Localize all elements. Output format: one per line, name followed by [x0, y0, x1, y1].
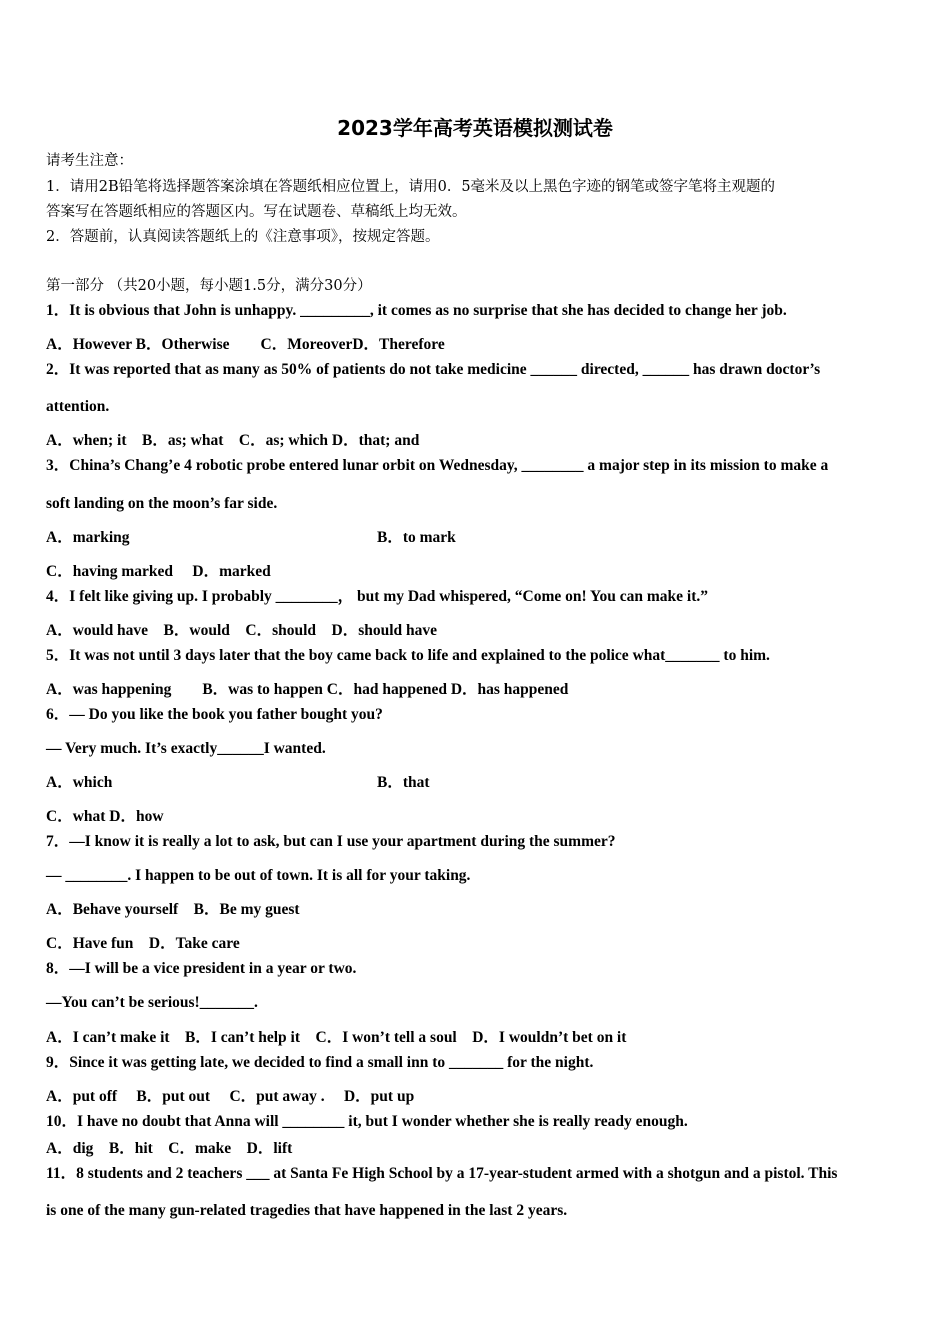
q3-stem-line2: soft landing on the moon’s far side. [46, 495, 278, 512]
section1-heading: 第一部分 （共20小题，每小题1.5分，满分30分） [46, 278, 372, 294]
notice-item1-line2: 答案写在答题纸相应的答题区内。写在试题卷、草稿纸上均无效。 [46, 204, 467, 220]
q6-options-ab [46, 773, 906, 793]
notice-heading: 请考生注意： [46, 153, 133, 169]
q4-stem: 4．I felt like giving up. I probably ________， but my Dad whispered, “Come on! You can make it.” [46, 588, 708, 605]
notice-item2: 2．答题前，认真阅读答题纸上的《注意事项》，按规定答题。 [46, 229, 440, 245]
q11-stem-line2: is one of the many gun-related tragedies that have happened in the last 2 years. [46, 1202, 568, 1219]
q9-options: A．put off B．put out C．put away . D．put up [46, 1088, 415, 1105]
q2-stem-line2: attention. [46, 398, 110, 415]
q10-stem: 10．I have no doubt that Anna will ________ it, but I wonder whether she is really ready enough. [46, 1113, 688, 1130]
q5-options: A．was happening B．was to happen C．had happened D．has happened [46, 681, 569, 698]
q3-option-b: B．to mark [377, 529, 456, 546]
q4-options: A．would have B．would C．should D．should have [46, 622, 438, 639]
q7-options-ab: A．Behave yourself B．Be my guest [46, 901, 300, 918]
q1-options: A．However B．Otherwise C．MoreoverD．Therefore [46, 336, 445, 353]
q2-options: A．when; it B．as; what C．as; which D．that; and [46, 432, 420, 449]
q8-stem-line2: —You can’t be serious!_______. [46, 994, 258, 1011]
notice-item1-line1: 1．请用2B铅笔将选择题答案涂填在答题纸相应位置上，请用0．5毫米及以上黑色字迹的钢笔或签字笔将主观题的 [46, 179, 776, 195]
q6-option-a: A．which [46, 774, 113, 791]
q7-stem-line2: — ________. I happen to be out of town. It is all for your taking. [46, 867, 471, 884]
q6-stem-line2: — Very much. It’s exactly______I wanted. [46, 740, 326, 757]
q6-options-cd: C．what D．how [46, 808, 164, 825]
q6-option-b: B．that [377, 774, 430, 791]
q3-options-ab [46, 528, 906, 548]
q9-stem: 9．Since it was getting late, we decided to find a small inn to _______ for the night. [46, 1054, 594, 1071]
q8-options: A．I can’t make it B．I can’t help it C．I won’t tell a soul D．I wouldn’t bet on it [46, 1029, 627, 1046]
q7-stem-line1: 7．—I know it is really a lot to ask, but can I use your apartment during the summer? [46, 833, 616, 850]
q3-options-cd: C．having marked D．marked [46, 563, 271, 580]
q1-stem: 1．It is obvious that John is unhappy. _________, it comes as no surprise that she has decided to change her job. [46, 302, 787, 319]
q11-stem-line1: 11．8 students and 2 teachers ___ at Santa Fe High School by a 17-year-student armed with a shotgun and a pistol. This [46, 1165, 838, 1182]
q2-stem-line1: 2．It was reported that as many as 50% of patients do not take medicine ______ directed, ______ has drawn doctor’s [46, 361, 821, 378]
q8-stem-line1: 8．—I will be a vice president in a year or two. [46, 960, 357, 977]
q6-stem-line1: 6．— Do you like the book you father bought you? [46, 706, 383, 723]
q3-stem-line1: 3．China’s Chang’e 4 robotic probe entered lunar orbit on Wednesday, ________ a major step in its mission to make a [46, 457, 829, 474]
q5-stem: 5．It was not until 3 days later that the boy came back to life and explained to the police what_______ to him. [46, 647, 770, 664]
q7-options-cd: C．Have fun D．Take care [46, 935, 240, 952]
q10-options: A．dig B．hit C．make D．lift [46, 1140, 293, 1157]
page-title: 2023学年高考英语模拟测试卷 [337, 116, 613, 140]
q3-option-a: A．marking [46, 529, 130, 546]
